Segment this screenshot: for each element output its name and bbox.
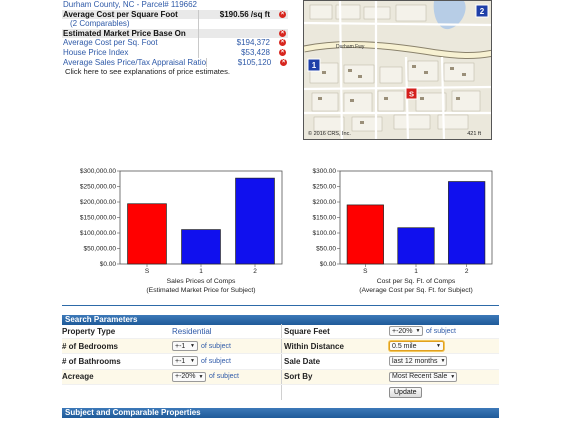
x-tick-label: 2 — [253, 268, 257, 275]
bedrooms-suffix: of subject — [201, 342, 231, 350]
bar — [448, 182, 484, 264]
acreage-select[interactable] — [172, 372, 206, 382]
search-row — [62, 339, 499, 354]
section-divider — [62, 305, 499, 306]
price-row-label: Estimated Market Price Base On — [63, 28, 186, 38]
square-feet-suffix: of subject — [426, 327, 456, 335]
bedrooms-label: # of Bedrooms — [62, 341, 119, 351]
bar — [398, 228, 434, 264]
dropdown-arrow-icon: ▼ — [436, 343, 441, 350]
update-button[interactable]: Update — [389, 387, 422, 398]
dropdown-arrow-icon: ▼ — [198, 373, 204, 380]
comparables-count: (2 Comparables) — [70, 19, 130, 29]
price-row-value: $190.56 /sq ft — [198, 10, 276, 20]
bar — [128, 204, 167, 264]
estimated-market-price-row — [62, 29, 288, 39]
remove-icon[interactable]: × — [280, 39, 285, 46]
price-row-label: Average Cost per Square Foot — [63, 9, 178, 19]
search-parameters-header: Search Parameters — [62, 315, 499, 325]
y-tick-label: $50,000.00 — [83, 245, 116, 253]
avg-cost-sqft-row — [62, 10, 288, 20]
bathrooms-select[interactable] — [172, 356, 198, 366]
bar — [182, 230, 221, 264]
bar — [236, 178, 275, 264]
square-feet-select[interactable] — [389, 326, 423, 336]
select-value: +-1 — [175, 357, 186, 365]
price-row — [62, 58, 288, 68]
map-marker-label: 1 — [311, 61, 317, 70]
comp-marker-2[interactable] — [476, 5, 488, 17]
comp-marker-1[interactable] — [308, 59, 320, 71]
subject-marker[interactable] — [406, 88, 417, 99]
acreage-suffix: of subject — [209, 373, 239, 381]
select-value: 0.5 mile — [392, 342, 417, 350]
select-value: +-1 — [175, 342, 186, 350]
map-scale: 421 ft — [467, 131, 481, 137]
remove-icon[interactable]: × — [280, 48, 285, 55]
dropdown-arrow-icon: ▼ — [415, 328, 421, 335]
avg-cost-link[interactable]: Average Cost per Sq. Foot — [63, 38, 158, 48]
map-marker-label: S — [408, 89, 415, 99]
y-tick-label: $150,000.00 — [79, 214, 116, 222]
bathrooms-label: # of Bathrooms — [62, 356, 121, 366]
property-type-label: Property Type — [62, 326, 116, 336]
search-row — [62, 324, 499, 339]
sale-date-label: Sale Date — [284, 356, 321, 366]
search-row — [62, 385, 499, 400]
y-tick-label: $100.00 — [312, 230, 336, 238]
select-value: last 12 months — [392, 357, 438, 365]
sales-price-chart — [64, 163, 294, 300]
x-axis-sublabel: (Estimated Market Price for Subject) — [146, 287, 256, 294]
bedrooms-select[interactable] — [172, 341, 198, 351]
x-tick-label: 1 — [199, 268, 203, 275]
cost-per-sqft-chart — [298, 163, 508, 300]
price-row-value: $194,372 — [198, 38, 276, 48]
map-marker-label: 2 — [479, 7, 485, 16]
y-tick-label: $200,000.00 — [79, 199, 116, 207]
x-tick-label: S — [144, 268, 150, 275]
y-tick-label: $150.00 — [312, 214, 336, 222]
property-type-value: Residential — [172, 324, 282, 338]
price-estimates-table — [62, 0, 288, 67]
dropdown-arrow-icon: ▼ — [450, 373, 456, 380]
remove-icon[interactable]: × — [280, 10, 285, 17]
x-tick-label: 2 — [464, 268, 469, 275]
x-axis-label: Cost per Sq. Ft. of Comps — [376, 278, 456, 285]
tax-ratio-link[interactable]: Average Sales Price/Tax Appraisal Ratio — [63, 57, 207, 67]
y-tick-label: $0.00 — [99, 261, 116, 269]
comparables-map[interactable] — [303, 0, 492, 140]
square-feet-label: Square Feet — [284, 326, 330, 336]
select-value: Most Recent Sale — [392, 373, 448, 381]
y-tick-label: $50.00 — [316, 245, 336, 253]
map-graphic — [304, 1, 492, 140]
x-axis-sublabel: (Average Cost per Sq. Ft. for Subject) — [359, 287, 473, 294]
bar — [347, 205, 383, 264]
distance-select[interactable] — [389, 341, 444, 351]
price-row-value — [198, 29, 276, 39]
y-tick-label: $100,000.00 — [79, 230, 116, 238]
price-row — [62, 38, 288, 48]
dropdown-arrow-icon: ▼ — [440, 358, 446, 365]
explanations-link[interactable]: Click here to see explanations of price estimates. — [65, 67, 231, 76]
comparables-count-row — [62, 19, 288, 29]
x-tick-label: S — [363, 268, 368, 275]
map-copyright: © 2016 CRS, Inc. — [308, 131, 351, 137]
acreage-label: Acreage — [62, 372, 94, 382]
remove-icon[interactable]: × — [281, 58, 286, 65]
select-value: +-20% — [392, 327, 413, 335]
sales-price-chart-svg — [64, 163, 294, 298]
parcel-link[interactable]: Durham County, NC - Parcel# 119662 — [63, 0, 197, 9]
search-row — [62, 354, 499, 369]
sort-by-label: Sort By — [284, 372, 313, 382]
price-row-value — [198, 19, 276, 29]
y-tick-label: $250.00 — [312, 183, 336, 191]
search-row — [62, 370, 499, 385]
y-tick-label: $0.00 — [319, 261, 336, 269]
y-tick-label: $250,000.00 — [79, 183, 116, 191]
sort-by-select[interactable] — [389, 372, 457, 382]
search-parameters-form — [62, 324, 499, 400]
sale-date-select[interactable] — [389, 356, 447, 366]
x-axis-label: Sales Prices of Comps — [166, 278, 236, 285]
price-row-value: $53,428 — [198, 48, 276, 58]
map-road-label: Durham Fwy — [336, 44, 365, 50]
cost-per-sqft-chart-svg — [298, 163, 508, 298]
y-tick-label: $300.00 — [312, 168, 336, 176]
remove-icon[interactable]: × — [280, 29, 285, 36]
parcel-row — [62, 0, 288, 10]
comparables-header: Subject and Comparable Properties — [62, 408, 499, 418]
bathrooms-suffix: of subject — [201, 357, 231, 365]
price-row-value: $105,120 — [206, 58, 277, 68]
x-tick-label: 1 — [414, 268, 418, 275]
distance-label: Within Distance — [284, 341, 344, 351]
price-row — [62, 48, 288, 58]
y-tick-label: $300,000.00 — [79, 168, 116, 176]
y-tick-label: $200.00 — [312, 199, 336, 207]
select-value: +-20% — [175, 373, 196, 381]
dropdown-arrow-icon: ▼ — [190, 343, 195, 350]
dropdown-arrow-icon: ▼ — [190, 358, 195, 365]
house-price-index-link[interactable]: House Price Index — [63, 47, 129, 57]
